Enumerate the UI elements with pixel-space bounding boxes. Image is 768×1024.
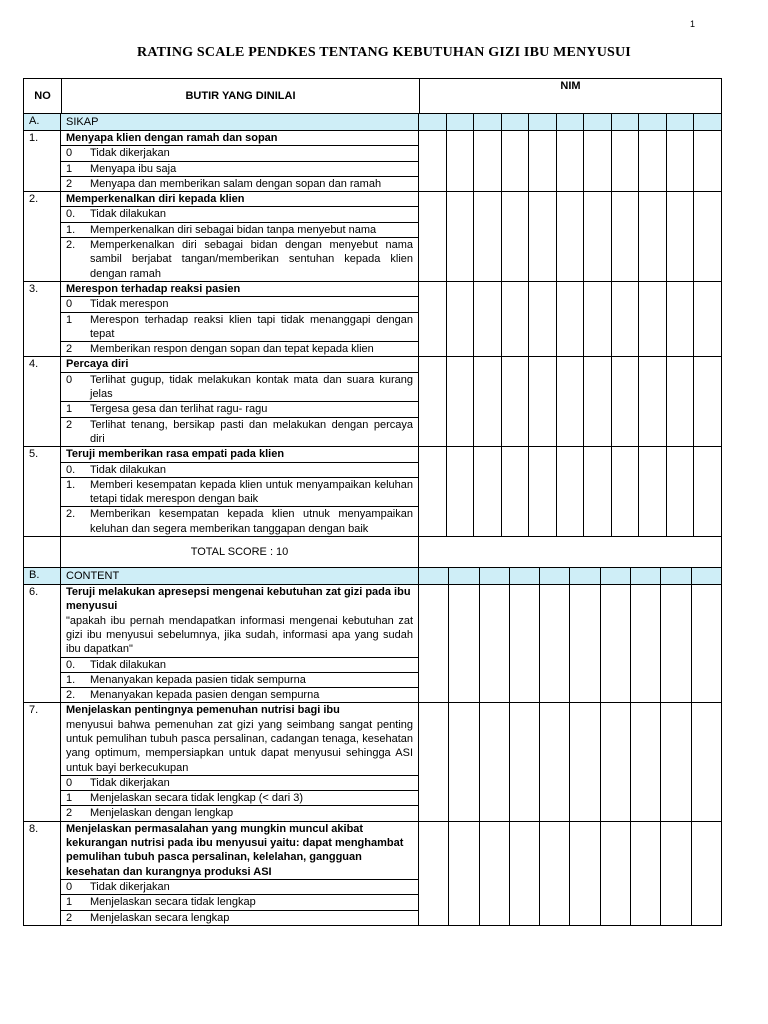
score-cell[interactable] xyxy=(502,447,530,536)
score-cell[interactable] xyxy=(667,447,695,536)
score-cell[interactable] xyxy=(510,568,540,584)
rating-table xyxy=(23,78,722,926)
section-b-no: B. xyxy=(24,568,61,584)
score-cell[interactable] xyxy=(510,585,540,702)
score-cell[interactable] xyxy=(694,131,721,191)
score-option xyxy=(61,402,418,417)
header-no: NO xyxy=(24,79,62,113)
score-cells xyxy=(419,131,721,191)
score-cell[interactable] xyxy=(667,357,695,446)
score-cells xyxy=(419,192,721,281)
score-description: Menyapa dan memberikan salam dengan sopan dan ramah xyxy=(90,177,382,190)
criteria-row-2 xyxy=(23,192,722,282)
score-description: Terlihat tenang, bersikap pasti dan melakukan dengan percaya diri xyxy=(90,418,413,445)
score-description: Menanyakan kepada pasien dengan sempurna xyxy=(90,689,320,702)
score-description: Memberikan kesempatan kepada klien utnuk menyampaikan keluhan dan segera memberikan tanggapan dengan baik xyxy=(90,508,413,535)
score-description: Tidak dilakukan xyxy=(90,658,167,671)
score-cells xyxy=(419,703,721,820)
score-cell[interactable] xyxy=(557,114,585,130)
score-cell[interactable] xyxy=(449,568,479,584)
score-cell[interactable] xyxy=(612,282,640,356)
score-cell[interactable] xyxy=(502,131,530,191)
score-cell[interactable] xyxy=(601,585,631,702)
score-cell[interactable] xyxy=(529,447,557,536)
score-value: 1. xyxy=(66,223,76,236)
score-cell[interactable] xyxy=(631,568,661,584)
score-cell[interactable] xyxy=(480,568,510,584)
score-cell[interactable] xyxy=(419,282,447,356)
criteria-number: 1. xyxy=(24,131,61,191)
score-option xyxy=(61,297,418,312)
score-option xyxy=(61,207,418,222)
score-cell[interactable] xyxy=(529,282,557,356)
score-description: Memberi kesempatan kepada klien untuk menyampaikan keluhan tetapi tidak merespon dengan baik xyxy=(90,478,413,506)
score-value: 1 xyxy=(66,896,73,909)
score-option xyxy=(61,478,418,508)
criteria-row-1 xyxy=(23,131,722,192)
header-nim: NIM xyxy=(560,80,581,92)
score-value: 2 xyxy=(66,343,73,356)
score-value: 0 xyxy=(66,373,73,386)
score-value: 1 xyxy=(66,792,73,805)
score-cell[interactable] xyxy=(474,114,502,130)
section-b-label: CONTENT xyxy=(66,570,120,583)
score-option xyxy=(61,776,418,791)
score-cell[interactable] xyxy=(419,357,447,446)
score-cell[interactable] xyxy=(694,357,721,446)
score-option xyxy=(61,806,418,820)
score-cell[interactable] xyxy=(557,447,585,536)
score-option xyxy=(61,791,418,806)
score-value: 2. xyxy=(66,689,76,702)
score-cell[interactable] xyxy=(694,192,721,281)
score-cell[interactable] xyxy=(667,282,695,356)
score-cell[interactable] xyxy=(631,822,661,925)
score-description: Memperkenalkan diri sebagai bidan tanpa menyebut nama xyxy=(90,223,377,236)
criteria-number: 6. xyxy=(24,585,61,702)
score-cell[interactable] xyxy=(419,131,447,191)
score-cell[interactable] xyxy=(667,192,695,281)
criteria-number: 4. xyxy=(24,357,61,446)
score-cell[interactable] xyxy=(570,822,600,925)
criteria-description: "apakah ibu pernah mendapatkan informasi mengenai kebutuhan zat gizi ibu menyusui sebelumnya, jika sudah, informasi apa yang sudah ibu dapatkan" xyxy=(66,614,413,656)
score-option xyxy=(61,342,418,356)
score-cell[interactable] xyxy=(419,585,449,702)
criteria-title: Percaya diri xyxy=(66,358,129,371)
score-cell[interactable] xyxy=(631,585,661,702)
score-cell[interactable] xyxy=(667,114,695,130)
score-value: 2. xyxy=(66,508,76,521)
criteria-row-8 xyxy=(23,822,722,926)
score-cell[interactable] xyxy=(661,703,691,820)
score-option xyxy=(61,146,418,161)
score-cell[interactable] xyxy=(639,357,667,446)
criteria-row-7 xyxy=(23,703,722,821)
score-cell[interactable] xyxy=(502,114,530,130)
score-cell[interactable] xyxy=(474,131,502,191)
score-value: 0 xyxy=(66,776,73,789)
score-cell[interactable] xyxy=(529,192,557,281)
score-cell[interactable] xyxy=(480,585,510,702)
section-b-row xyxy=(23,568,722,585)
score-cell[interactable] xyxy=(570,703,600,820)
score-cell[interactable] xyxy=(502,282,530,356)
score-cell[interactable] xyxy=(447,131,475,191)
score-description: Merespon terhadap reaksi klien tapi tidak menanggapi dengan tepat xyxy=(90,313,413,340)
score-cells xyxy=(419,282,721,356)
score-cell[interactable] xyxy=(540,568,570,584)
score-cell[interactable] xyxy=(612,357,640,446)
score-cell[interactable] xyxy=(540,585,570,702)
score-cell[interactable] xyxy=(601,822,631,925)
score-value: 1 xyxy=(66,403,73,416)
page-title: RATING SCALE PENDKES TENTANG KEBUTUHAN GIZI IBU MENYUSUI xyxy=(137,45,631,60)
criteria-title: Teruji memberikan rasa empati pada klien xyxy=(66,448,285,461)
score-cells xyxy=(419,447,721,536)
score-cell[interactable] xyxy=(661,568,691,584)
score-option xyxy=(61,162,418,177)
section-a-row xyxy=(23,114,722,131)
score-cell[interactable] xyxy=(692,585,721,702)
score-cell[interactable] xyxy=(570,585,600,702)
criteria-number: 5. xyxy=(24,447,61,536)
score-cell[interactable] xyxy=(474,282,502,356)
score-cell[interactable] xyxy=(584,282,612,356)
score-cell[interactable] xyxy=(584,192,612,281)
score-cell[interactable] xyxy=(419,703,449,820)
score-description: Menjelaskan secara lengkap xyxy=(90,911,230,924)
criteria-title: Teruji melakukan apresepsi mengenai kebutuhan zat gizi pada ibu menyusui xyxy=(66,586,411,613)
score-description: Memperkenalkan diri sebagai bidan dengan menyebut nama sambil berjabat tangan/memberikan sentuhan kepada klien dengan ramah xyxy=(90,239,413,280)
score-option xyxy=(61,673,418,688)
score-cell[interactable] xyxy=(480,703,510,820)
score-cell[interactable] xyxy=(449,585,479,702)
score-cell[interactable] xyxy=(639,192,667,281)
score-description: Menjelaskan secara tidak lengkap xyxy=(90,896,256,909)
score-cell[interactable] xyxy=(447,114,475,130)
score-cell[interactable] xyxy=(447,447,475,536)
score-cell[interactable] xyxy=(639,131,667,191)
score-value: 2 xyxy=(66,807,73,820)
score-cell[interactable] xyxy=(447,282,475,356)
header-item: BUTIR YANG DINILAI xyxy=(62,79,420,113)
score-option xyxy=(61,463,418,478)
score-cell[interactable] xyxy=(612,131,640,191)
score-value: 0. xyxy=(66,208,76,221)
score-option xyxy=(61,880,418,895)
score-cell[interactable] xyxy=(612,192,640,281)
score-cell[interactable] xyxy=(529,131,557,191)
score-cell[interactable] xyxy=(692,568,721,584)
score-cell[interactable] xyxy=(419,822,449,925)
score-description: Tidak dilakukan xyxy=(90,208,167,221)
score-cell[interactable] xyxy=(584,357,612,446)
score-cell[interactable] xyxy=(612,114,640,130)
score-cell[interactable] xyxy=(449,822,479,925)
criteria-number: 2. xyxy=(24,192,61,281)
criteria-number: 7. xyxy=(24,703,61,820)
page-number: 1 xyxy=(690,19,696,29)
score-cell[interactable] xyxy=(510,703,540,820)
score-cell[interactable] xyxy=(557,282,585,356)
score-cell[interactable] xyxy=(694,447,721,536)
score-cell[interactable] xyxy=(449,703,479,820)
score-cell[interactable] xyxy=(584,114,612,130)
score-value: 1. xyxy=(66,478,76,491)
score-description: Tidak dikerjakan xyxy=(90,147,170,160)
score-option xyxy=(61,895,418,910)
score-cells xyxy=(419,568,721,584)
criteria-title: Menjelaskan pentingnya pemenuhan nutrisi bagi ibu xyxy=(66,704,340,717)
score-option xyxy=(61,658,418,673)
criteria-number: 8. xyxy=(24,822,61,925)
score-description: Tergesa gesa dan terlihat ragu- ragu xyxy=(90,403,268,416)
score-option xyxy=(61,313,418,343)
score-cell[interactable] xyxy=(557,131,585,191)
score-cell[interactable] xyxy=(480,822,510,925)
score-cell[interactable] xyxy=(447,357,475,446)
criteria-row-4 xyxy=(23,357,722,447)
score-cell[interactable] xyxy=(474,192,502,281)
score-value: 2 xyxy=(66,177,73,190)
score-cell[interactable] xyxy=(694,282,721,356)
score-value: 2 xyxy=(66,418,73,431)
total-score: TOTAL SCORE : 10 xyxy=(190,546,289,559)
score-cell[interactable] xyxy=(639,282,667,356)
score-cell[interactable] xyxy=(529,114,557,130)
score-cell[interactable] xyxy=(639,114,667,130)
score-option xyxy=(61,418,418,447)
score-cell[interactable] xyxy=(419,568,449,584)
score-description: Terlihat gugup, tidak melakukan kontak mata dan suara kurang jelas xyxy=(90,373,413,401)
criteria-title: Menyapa klien dengan ramah dan sopan xyxy=(66,132,278,144)
score-option xyxy=(61,223,418,238)
score-cell[interactable] xyxy=(601,703,631,820)
score-cell[interactable] xyxy=(694,114,721,130)
score-description: Tidak merespon xyxy=(90,298,169,311)
score-cell[interactable] xyxy=(419,447,447,536)
score-cells xyxy=(419,822,721,925)
table-header xyxy=(23,78,722,114)
score-cell[interactable] xyxy=(601,568,631,584)
score-description: Memberikan respon dengan sopan dan tepat kepada klien xyxy=(90,343,374,356)
score-cell[interactable] xyxy=(692,703,721,820)
score-cell[interactable] xyxy=(447,192,475,281)
score-description: Tidak dikerjakan xyxy=(90,776,170,789)
score-value: 0. xyxy=(66,658,76,671)
score-description: Menjelaskan dengan lengkap xyxy=(90,807,234,820)
score-value: 0 xyxy=(66,147,73,160)
criteria-row-5 xyxy=(23,447,722,537)
score-cell[interactable] xyxy=(529,357,557,446)
score-option xyxy=(61,238,418,281)
score-value: 1. xyxy=(66,673,76,686)
score-cell[interactable] xyxy=(419,114,447,130)
score-option xyxy=(61,507,418,536)
criteria-row-6 xyxy=(23,585,722,703)
score-value: 0 xyxy=(66,880,73,893)
criteria-title: Menjelaskan permasalahan yang mungkin muncul akibat kekurangan nutrisi pada ibu menyusui yaitu: dapat menghambat pemulihan tubuh pasca persalinan, kelelahan, gangguan kesehatan dan kurangnya produksi ASI xyxy=(66,822,404,878)
score-description: Tidak dikerjakan xyxy=(90,880,170,893)
score-cell[interactable] xyxy=(502,357,530,446)
score-description: Menjelaskan secara tidak lengkap (< dari 3) xyxy=(90,792,304,805)
score-cell[interactable] xyxy=(584,447,612,536)
score-option xyxy=(61,688,418,702)
score-cell[interactable] xyxy=(557,357,585,446)
score-description: Menanyakan kepada pasien tidak sempurna xyxy=(90,673,306,686)
score-cell[interactable] xyxy=(540,703,570,820)
score-cell[interactable] xyxy=(584,131,612,191)
score-cells xyxy=(419,585,721,702)
score-option xyxy=(61,373,418,403)
score-option xyxy=(61,911,418,925)
score-value: 1 xyxy=(66,313,73,326)
score-cell[interactable] xyxy=(502,192,530,281)
score-cells xyxy=(419,114,721,130)
score-cell[interactable] xyxy=(639,447,667,536)
score-cell[interactable] xyxy=(661,585,691,702)
criteria-title: Memperkenalkan diri kepada klien xyxy=(66,193,245,206)
score-cell[interactable] xyxy=(540,822,570,925)
score-cell[interactable] xyxy=(667,131,695,191)
score-cell[interactable] xyxy=(474,447,502,536)
criteria-number: 3. xyxy=(24,282,61,356)
score-cell[interactable] xyxy=(661,822,691,925)
criteria-row-3 xyxy=(23,282,722,357)
score-value: 2. xyxy=(66,239,76,252)
score-cell[interactable] xyxy=(692,822,721,925)
score-cell[interactable] xyxy=(631,703,661,820)
score-description: Menyapa ibu saja xyxy=(90,162,177,175)
score-cell[interactable] xyxy=(510,822,540,925)
score-cell[interactable] xyxy=(557,192,585,281)
score-value: 2 xyxy=(66,911,73,924)
section-a-no: A. xyxy=(24,114,61,130)
score-cell[interactable] xyxy=(419,192,447,281)
total-row xyxy=(23,537,722,568)
score-description: Tidak dilakukan xyxy=(90,463,167,476)
score-option xyxy=(61,177,418,191)
score-value: 1 xyxy=(66,162,73,175)
score-cell[interactable] xyxy=(612,447,640,536)
criteria-description: menyusui bahwa pemenuhan zat gizi yang seimbang sangat penting untuk pemulihan tubuh pasca persalinan, cadangan tenaga, kesehatan yang optimum, mempersiapkan untuk dapat menyusui sehingga ASI untuk bayi berkecukupan xyxy=(66,718,413,774)
score-value: 0. xyxy=(66,463,76,476)
criteria-title: Merespon terhadap reaksi pasien xyxy=(66,282,241,295)
section-a-label: SIKAP xyxy=(66,116,99,128)
score-cell[interactable] xyxy=(474,357,502,446)
score-cells xyxy=(419,357,721,446)
score-value: 0 xyxy=(66,298,73,311)
score-cell[interactable] xyxy=(570,568,600,584)
